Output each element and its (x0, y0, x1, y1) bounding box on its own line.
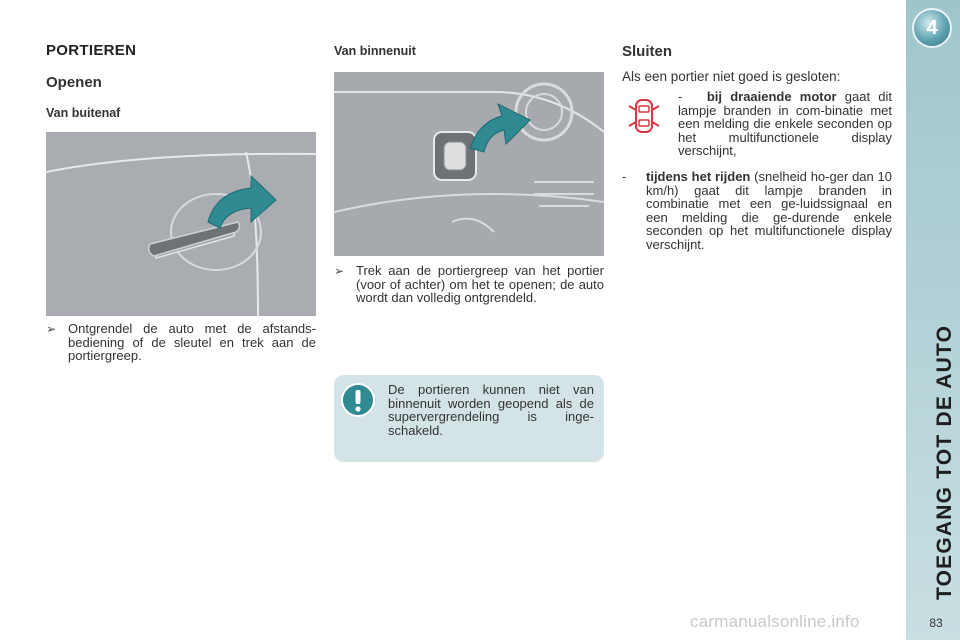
bullet-symbol: ➢ (334, 264, 345, 278)
item-driving-content (646, 170, 892, 251)
illustration-interior-handle (334, 72, 604, 256)
item-engine-running-text: gaat dit lampje branden in com-binatie met een melding die enkele seconden op het multifunctionele display verschijnt, (678, 89, 892, 158)
chapter-number-badge: 4 (912, 8, 952, 48)
item-engine-running (678, 90, 892, 158)
intro-text: Als een portier niet goed is gesloten: (622, 69, 841, 84)
illustration-exterior-handle (46, 132, 316, 316)
interior-handle-drawing (334, 72, 604, 256)
bullet-symbol: ➢ (46, 322, 57, 336)
exclamation-icon (340, 382, 376, 418)
section-title: PORTIEREN (46, 42, 137, 59)
watermark: carmanualsonline.info (690, 612, 860, 631)
note-text: De portieren kunnen niet van binnenuit worden geopend als de supervergrendeling is inge-schakeld. (388, 382, 594, 438)
dash: - (622, 169, 627, 184)
bullet-text-interior: Trek aan de portiergreep van het portier (voor of achter) om het te openen; de auto wordt dan volledig ontgrendeld. (356, 263, 604, 305)
heading-openen: Openen (46, 74, 102, 91)
item-driving (622, 170, 892, 251)
item-driving-text: (snelheid ho-ger dan 10 km/h) gaat dit lampje branden in combinatie met een ge-luidssignaal en een melding die ge-durende enkele seconden op het multifunctionele display verschijnt. (646, 169, 893, 252)
door-open-warning-icon (626, 94, 662, 138)
chapter-title: TOEGANG TOT DE AUTO (933, 324, 956, 600)
page-number: 83 (929, 616, 943, 630)
bullet-exterior (46, 322, 316, 363)
subheading-van-binnenuit: Van binnenuit (334, 44, 416, 58)
item-driving-bold: tijdens het rijden (646, 169, 751, 184)
bullet-text-exterior: Ontgrendel de auto met de afstands-bediening of de sleutel en trek aan de portiergreep. (68, 321, 316, 363)
dash: - (678, 89, 683, 104)
bullet-interior (334, 264, 604, 305)
heading-sluiten: Sluiten (622, 43, 673, 60)
subheading-van-buitenaf: Van buitenaf (46, 106, 121, 120)
exterior-handle-drawing (46, 132, 316, 316)
item-engine-running-bold: bij draaiende motor (706, 89, 837, 104)
